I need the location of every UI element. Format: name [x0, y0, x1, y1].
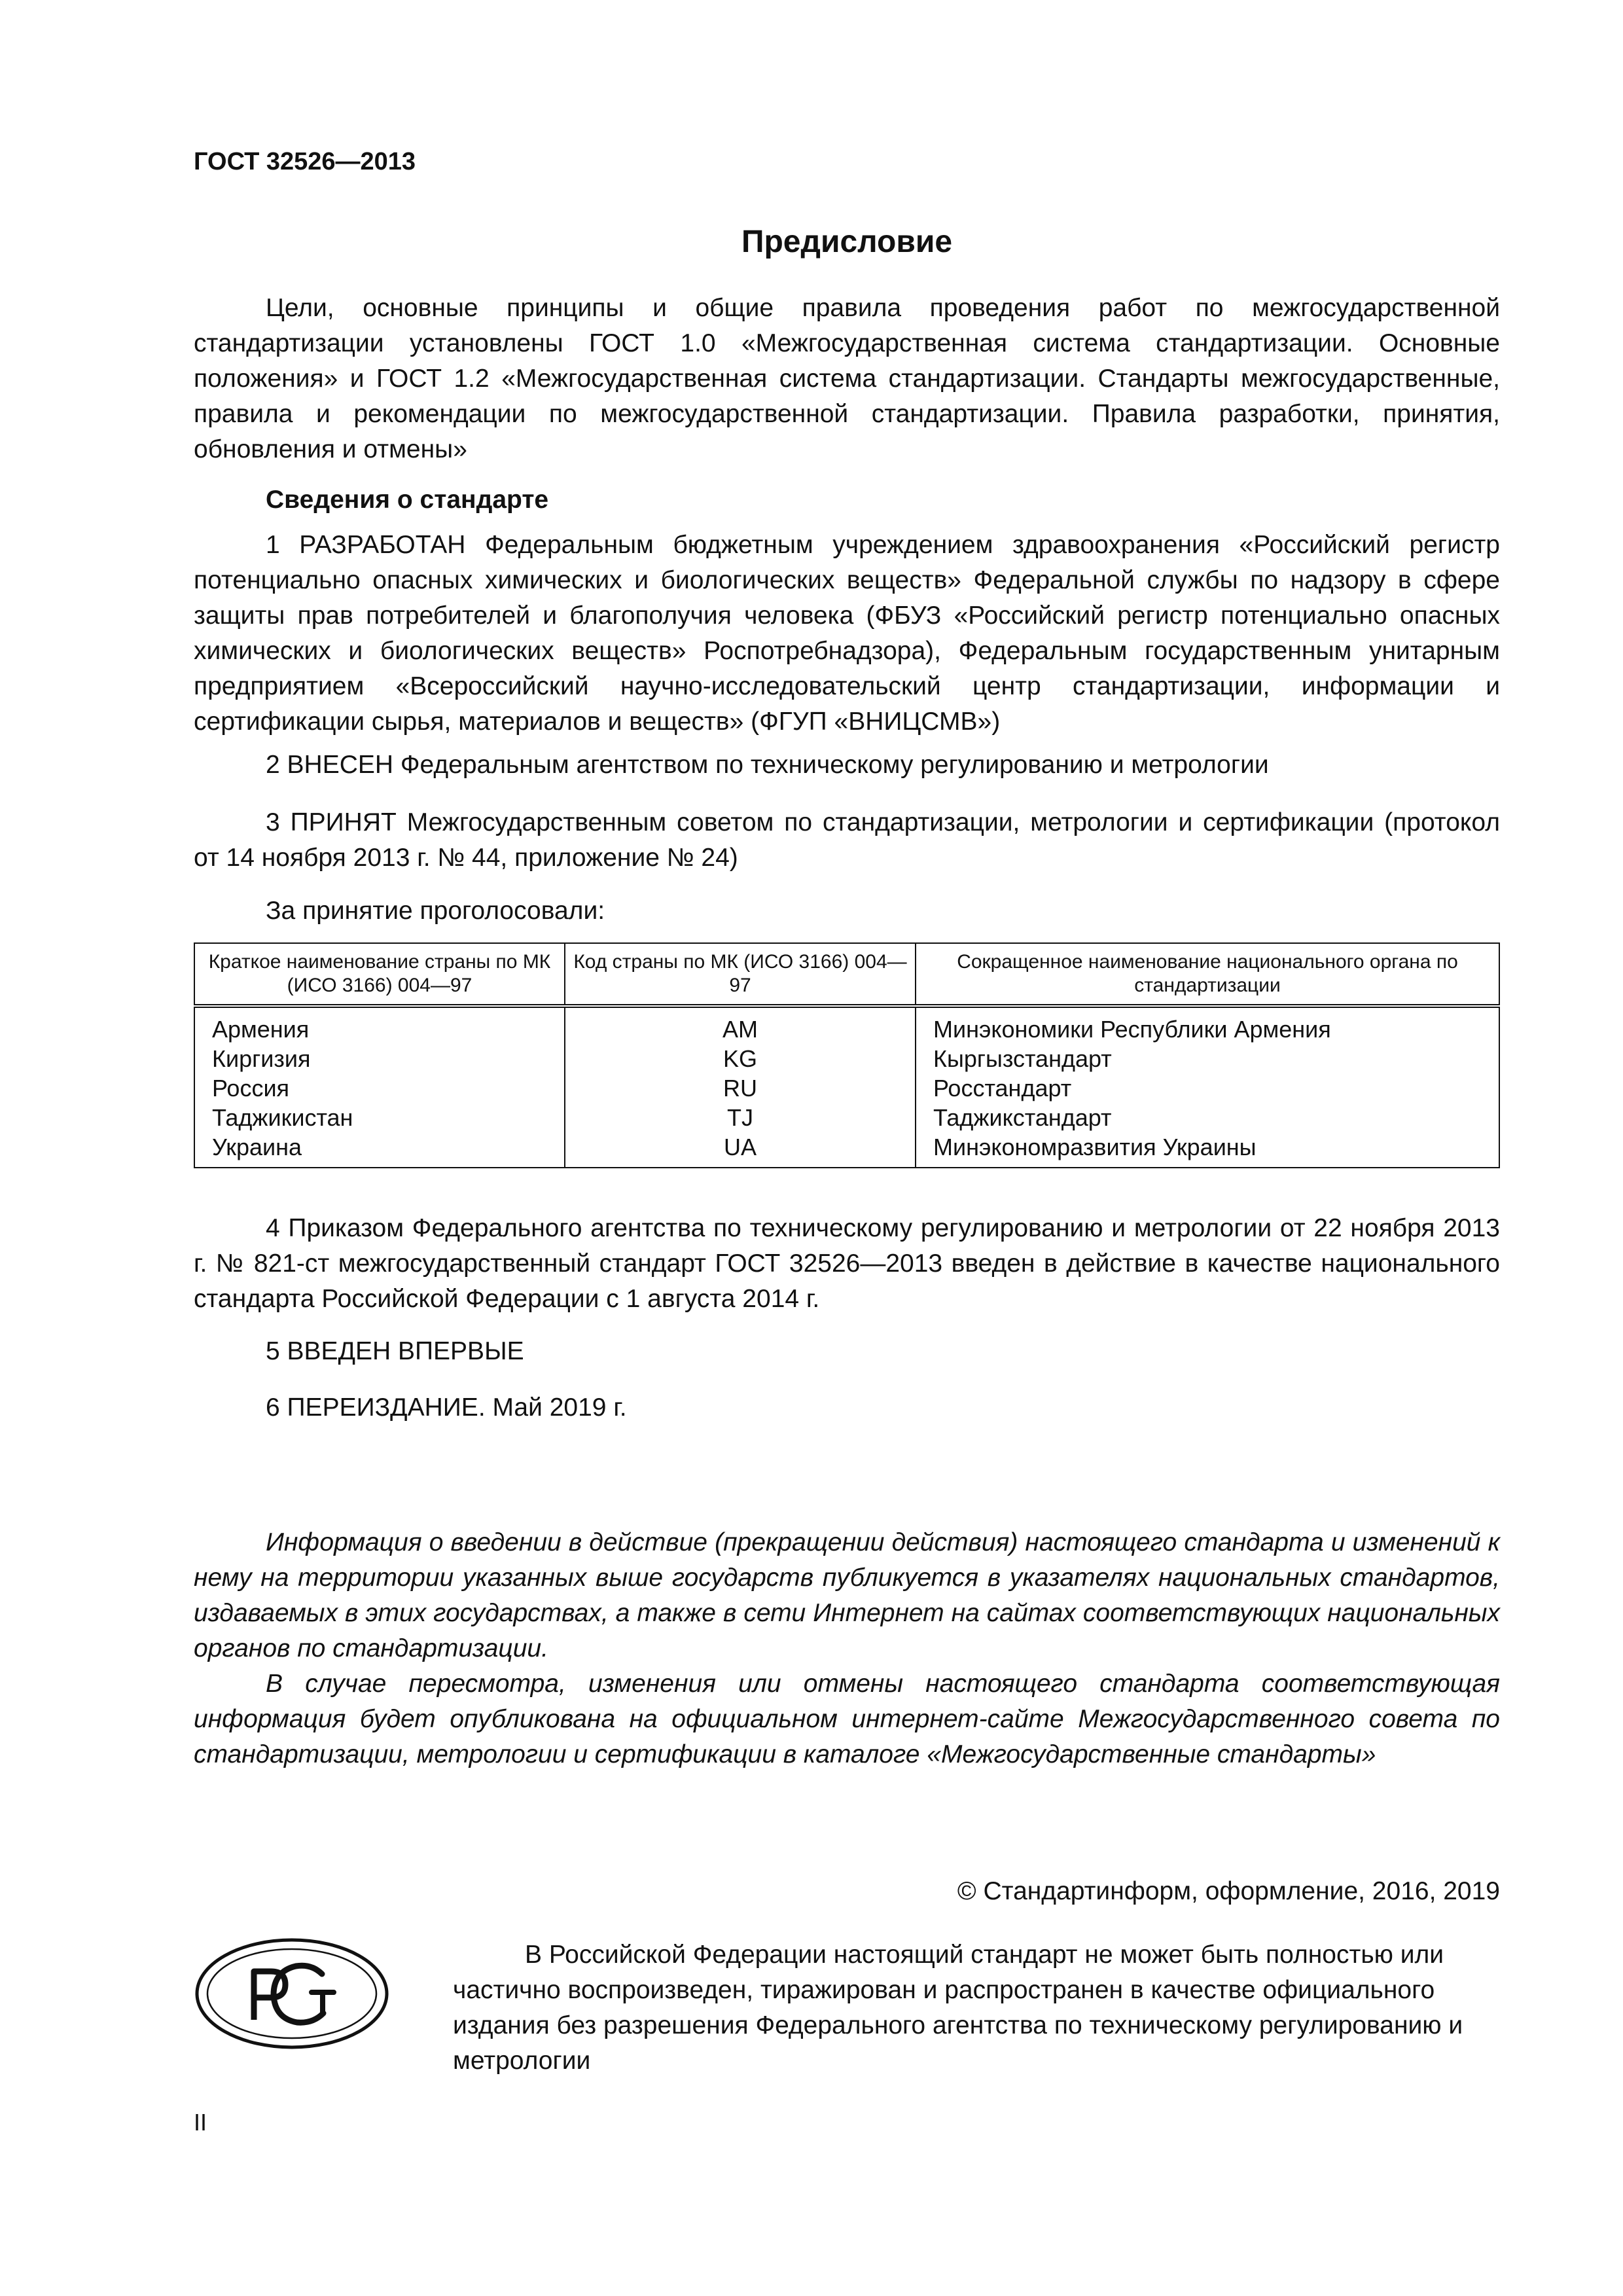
country-name: Таджикистан	[194, 1103, 565, 1132]
rights-notice: В Российской Федерации настоящий стандарт не может быть полностью или частично воспроизведен, тиражирован и распространен в качестве официального издания без разрешения Федерального агентства по техническому регулированию и метрологии	[453, 1941, 1463, 2075]
standards-body: Росстандарт	[916, 1073, 1499, 1103]
intro-paragraph: Цели, основные принципы и общие правила проведения работ по межгосударственной стандартизации установлены ГОСТ 1.0 «Межгосударственная система стандартизации. Основные положения» и ГОСТ 1.2 «Межгосударственная система стандартизации. Стандарты межгосударственные, правила и рекомендации по межгосударственной стандартизации. Правила разработки, принятия, обновления и отмены»	[194, 294, 1500, 463]
standards-body: Таджикстандарт	[916, 1103, 1499, 1132]
page-title: Предисловие	[741, 224, 953, 259]
column-header-country: Краткое наименование страны по МК (ИСО 3166) 004—97	[194, 943, 565, 1006]
country-name: Армения	[194, 1006, 565, 1044]
item-reissue-section	[194, 1390, 1500, 1426]
rights-notice-section	[453, 1937, 1500, 2079]
column-header-body: Сокращенное наименование национального органа по стандартизации	[916, 943, 1499, 1006]
standards-body: Кыргызстандарт	[916, 1044, 1499, 1073]
page-number: II	[194, 2109, 207, 2136]
country-code: RU	[565, 1073, 916, 1103]
item-developed-section	[194, 528, 1500, 740]
table-row	[194, 1073, 1499, 1103]
item-first-section	[194, 1334, 1500, 1369]
logo-svg	[194, 1937, 390, 2050]
standards-body: Минэкономики Республики Армения	[916, 1006, 1499, 1044]
standards-body: Минэкономразвития Украины	[916, 1132, 1499, 1168]
country-code: KG	[565, 1044, 916, 1073]
notice-info: Информация о введении в действие (прекращении действия) настоящего стандарта и изменений к нему на территории указанных выше государств публикуется в указателях национальных стандартов, издаваемых в этих государствах, а также в сети Интернет на сайтах соответствующих национальных органов по стандартизации.	[194, 1528, 1500, 1662]
item-first: 5 ВВЕДЕН ВПЕРВЫЕ	[266, 1337, 524, 1365]
item-developed: 1 РАЗРАБОТАН Федеральным бюджетным учреждением здравоохранения «Российский регистр потенциально опасных химических и биологических веществ» Федеральной службы по надзору в сфере защиты прав потребителей и благополучия человека (ФБУЗ «Российский регистр потенциально опасных химических и биологических веществ» Роспотребнадзора), Федеральным государственным унитарным предприятием «Всероссийский научно-исследовательский центр стандартизации, информации и сертификации сырья, материалов и веществ» (ФГУП «ВНИЦСМВ»)	[194, 531, 1500, 736]
standard-info-heading: Сведения о стандарте	[266, 486, 549, 514]
column-header-code: Код страны по МК (ИСО 3166) 004—97	[565, 943, 916, 1006]
table-row	[194, 1006, 1499, 1044]
document-code: ГОСТ 32526—2013	[194, 148, 416, 175]
notice-revision: В случае пересмотра, изменения или отмены настоящего стандарта соответствующая информация будет опубликована на официальном интернет-сайте Межгосударственного совета по стандартизации, метрологии и сертификации в каталоге «Межгосударственные стандарты»	[194, 1670, 1500, 1768]
item-order-section	[194, 1211, 1500, 1317]
item-adopted: 3 ПРИНЯТ Межгосударственным советом по стандартизации, метрологии и сертификации (протокол от 14 ноября 2013 г. № 44, приложение № 24)	[194, 808, 1500, 872]
copyright-line: © Стандартинформ, оформление, 2016, 2019	[957, 1877, 1500, 1905]
item-introduced-section	[194, 747, 1500, 783]
item-reissue: 6 ПЕРЕИЗДАНИЕ. Май 2019 г.	[266, 1393, 627, 1422]
country-code: AM	[565, 1006, 916, 1044]
table-header-row	[194, 943, 1499, 1006]
notice-section	[194, 1525, 1500, 1772]
item-order: 4 Приказом Федерального агентства по техническому регулированию и метрологии от 22 ноября 2013 г. № 821-ст межгосударственный стандарт ГОСТ 32526—2013 введен в действие в качестве национального стандарта Российской Федерации с 1 августа 2014 г.	[194, 1214, 1500, 1313]
country-code: UA	[565, 1132, 916, 1168]
intro-section	[194, 291, 1500, 467]
gost-r-conformity-mark-icon	[194, 1937, 390, 2050]
table-row	[194, 1103, 1499, 1132]
item-introduced: 2 ВНЕСЕН Федеральным агентством по техническому регулированию и метрологии	[266, 751, 1269, 779]
country-name: Украина	[194, 1132, 565, 1168]
item-adopted-section	[194, 805, 1500, 876]
table-row	[194, 1044, 1499, 1073]
country-name: Россия	[194, 1073, 565, 1103]
votes-label: За принятие проголосовали:	[266, 897, 605, 925]
member-states-table	[194, 942, 1500, 1168]
table-row	[194, 1132, 1499, 1168]
country-name: Киргизия	[194, 1044, 565, 1073]
country-code: TJ	[565, 1103, 916, 1132]
